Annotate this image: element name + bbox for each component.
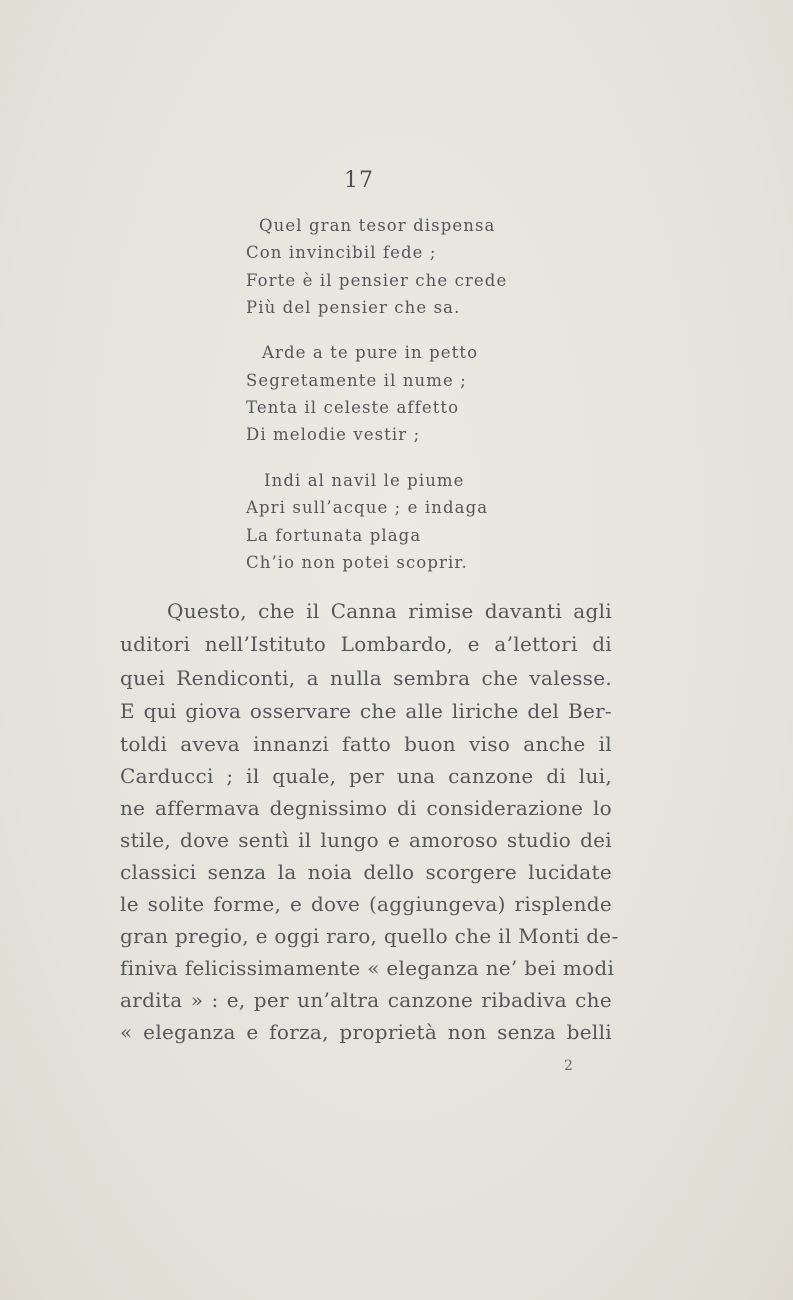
paragraph-line: Carducci ; il quale, per una canzone di lui,	[120, 764, 612, 788]
paragraph-line: classici senza la noia dello scorgere lucidate	[120, 860, 612, 884]
paragraph-line: toldi aveva innanzi fatto buon viso anche il	[120, 732, 612, 756]
verse-line: Di melodie vestir ;	[246, 425, 421, 444]
paragraph-line: uditori nell’Istituto Lombardo, e a’lettori di	[120, 632, 612, 656]
verse-line: Tenta il celeste affetto	[246, 398, 460, 417]
paragraph-line: finiva felicissimamente « eleganza ne’ bei modi	[120, 956, 615, 980]
paragraph-line: quei Rendiconti, a nulla sembra che valesse.	[120, 666, 612, 690]
verse-line: Più del pensier che sa.	[246, 298, 461, 317]
paragraph-line: stile, dove sentì il lungo e amoroso studio dei	[120, 828, 612, 852]
verse-line: Arde a te pure in petto	[262, 343, 479, 362]
paragraph-line: Questo, che il Canna rimise davanti agli	[167, 599, 612, 623]
paragraph-line: ardita » : e, per un’altra canzone ribadiva che	[120, 988, 612, 1012]
paragraph-line: ne affermava degnissimo di considerazione lo	[120, 796, 612, 820]
verse-line: Ch’io non potei scoprir.	[246, 553, 468, 572]
verse-line: Quel gran tesor dispensa	[259, 216, 496, 235]
verse-line: Forte è il pensier che crede	[246, 271, 508, 290]
paragraph-line: le solite forme, e dove (aggiungeva) risplende	[120, 892, 612, 916]
verse-line: Indi al navil le piume	[264, 471, 465, 490]
signature-mark: 2	[564, 1058, 573, 1074]
paragraph-line: « eleganza e forza, proprietà non senza belli	[120, 1020, 612, 1044]
verse-line: Con invincibil fede ;	[246, 243, 437, 262]
verse-line: Apri sull’acque ; e indaga	[246, 498, 489, 517]
paragraph-line: gran pregio, e oggi raro, quello che il Monti de-	[120, 924, 619, 948]
verse-line: Segretamente il nume ;	[246, 371, 467, 390]
paragraph-line: E qui giova osservare che alle liriche del Ber-	[120, 699, 612, 723]
page-number: 17	[344, 168, 374, 193]
verse-line: La fortunata plaga	[246, 526, 422, 545]
